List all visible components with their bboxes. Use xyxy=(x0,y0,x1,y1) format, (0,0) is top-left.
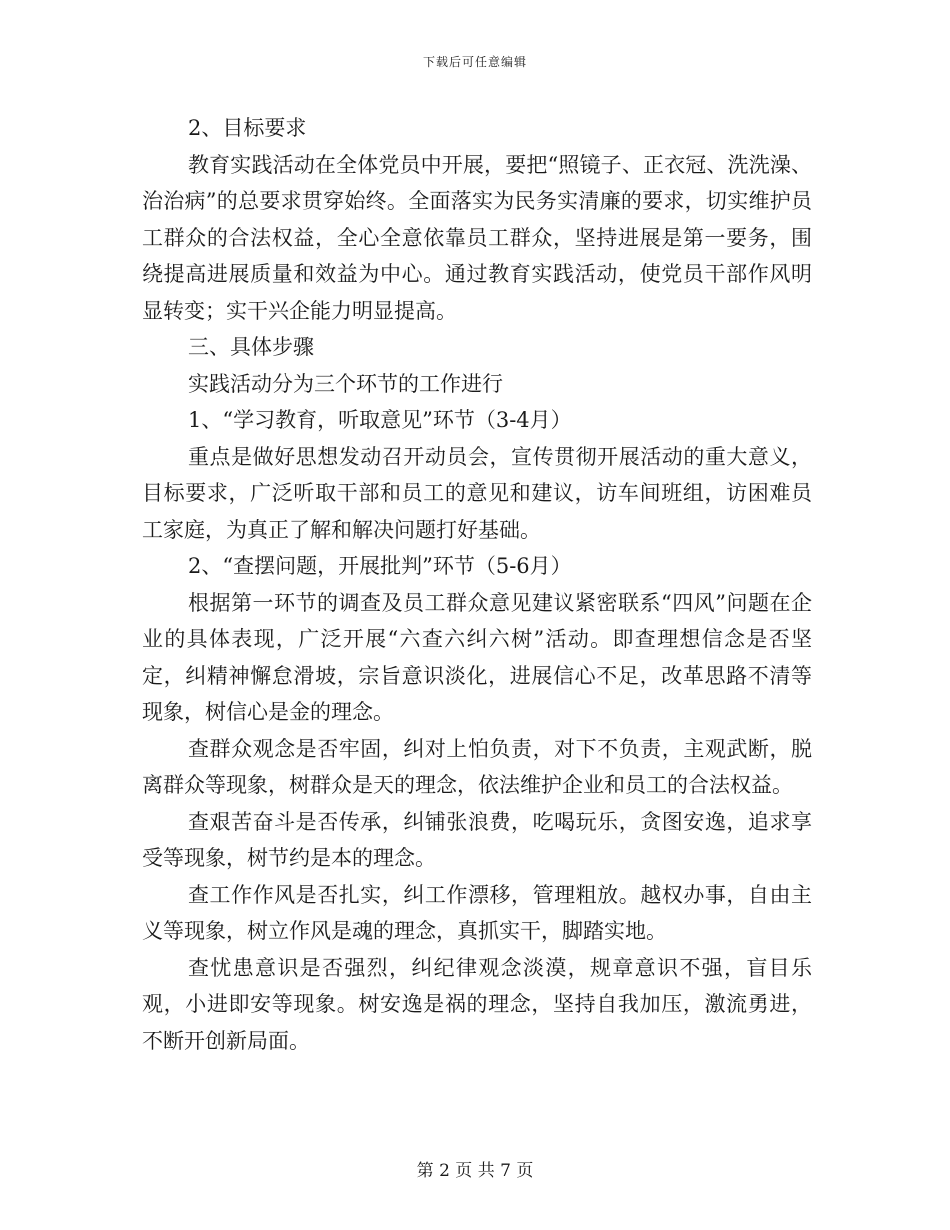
section-heading: 三、具体步骤 xyxy=(188,335,314,359)
paragraph: 查艰苦奋斗是否传承，纠铺张浪费，吃喝玩乐，贪图安逸，追求享受等现象，树节约是本的理念。 xyxy=(142,809,812,870)
section-heading: 2、目标要求 xyxy=(188,116,307,140)
paragraph: 查忧患意识是否强烈，纠纪律观念淡漠，规章意识不强，盲目乐观，小进即安等现象。树安逸是祸的理念，坚持自我加压，激流勇进，不断开创新局面。 xyxy=(142,955,812,1053)
paragraph: 根据第一环节的调查及员工群众意见建议紧密联系“四风”问题在企业的具体表现，广泛开展“六查六纠六树”活动。即查理想信念是否坚定，纠精神懈怠滑坡，宗旨意识淡化，进展信心不足，改革思路不清等现象，树信心是金的理念。 xyxy=(142,590,812,724)
paragraph: 教育实践活动在全体党员中开展，要把“照镜子、正衣冠、洗洗澡、治治病”的总要求贯穿始终。全面落实为民务实清廉的要求，切实维护员工群众的合法权益，全心全意依靠员工群众，坚持进展是第一要务，围绕提高进展质量和效益为中心。通过教育实践活动，使党员干部作风明显转变；实干兴企能力明显提高。 xyxy=(142,152,812,323)
document-body xyxy=(142,110,812,1059)
paragraph: 查群众观念是否牢固，纠对上怕负责，对下不负责，主观武断，脱离群众等现象，树群众是天的理念，依法维护企业和员工的合法权益。 xyxy=(142,736,812,797)
paragraph: 实践活动分为三个环节的工作进行 xyxy=(188,371,503,396)
page-footer: 第 2 页 共 7 页 xyxy=(416,1161,534,1181)
page-header: 下载后可任意编辑 xyxy=(422,55,527,69)
paragraph: 重点是做好思想发动召开动员会，宣传贯彻开展活动的重大意义，目标要求，广泛听取干部和员工的意见和建议，访车间班组，访困难员工家庭，为真正了解和解决问题打好基础。 xyxy=(142,444,812,542)
section-heading: 2、“查摆问题，开展批判”环节（5-6月） xyxy=(188,554,572,578)
section-heading: 1、“学习教育，听取意见”环节（3-4月） xyxy=(188,408,572,432)
paragraph: 查工作作风是否扎实，纠工作漂移，管理粗放。越权办事，自由主义等现象，树立作风是魂的理念，真抓实干，脚踏实地。 xyxy=(142,882,812,943)
